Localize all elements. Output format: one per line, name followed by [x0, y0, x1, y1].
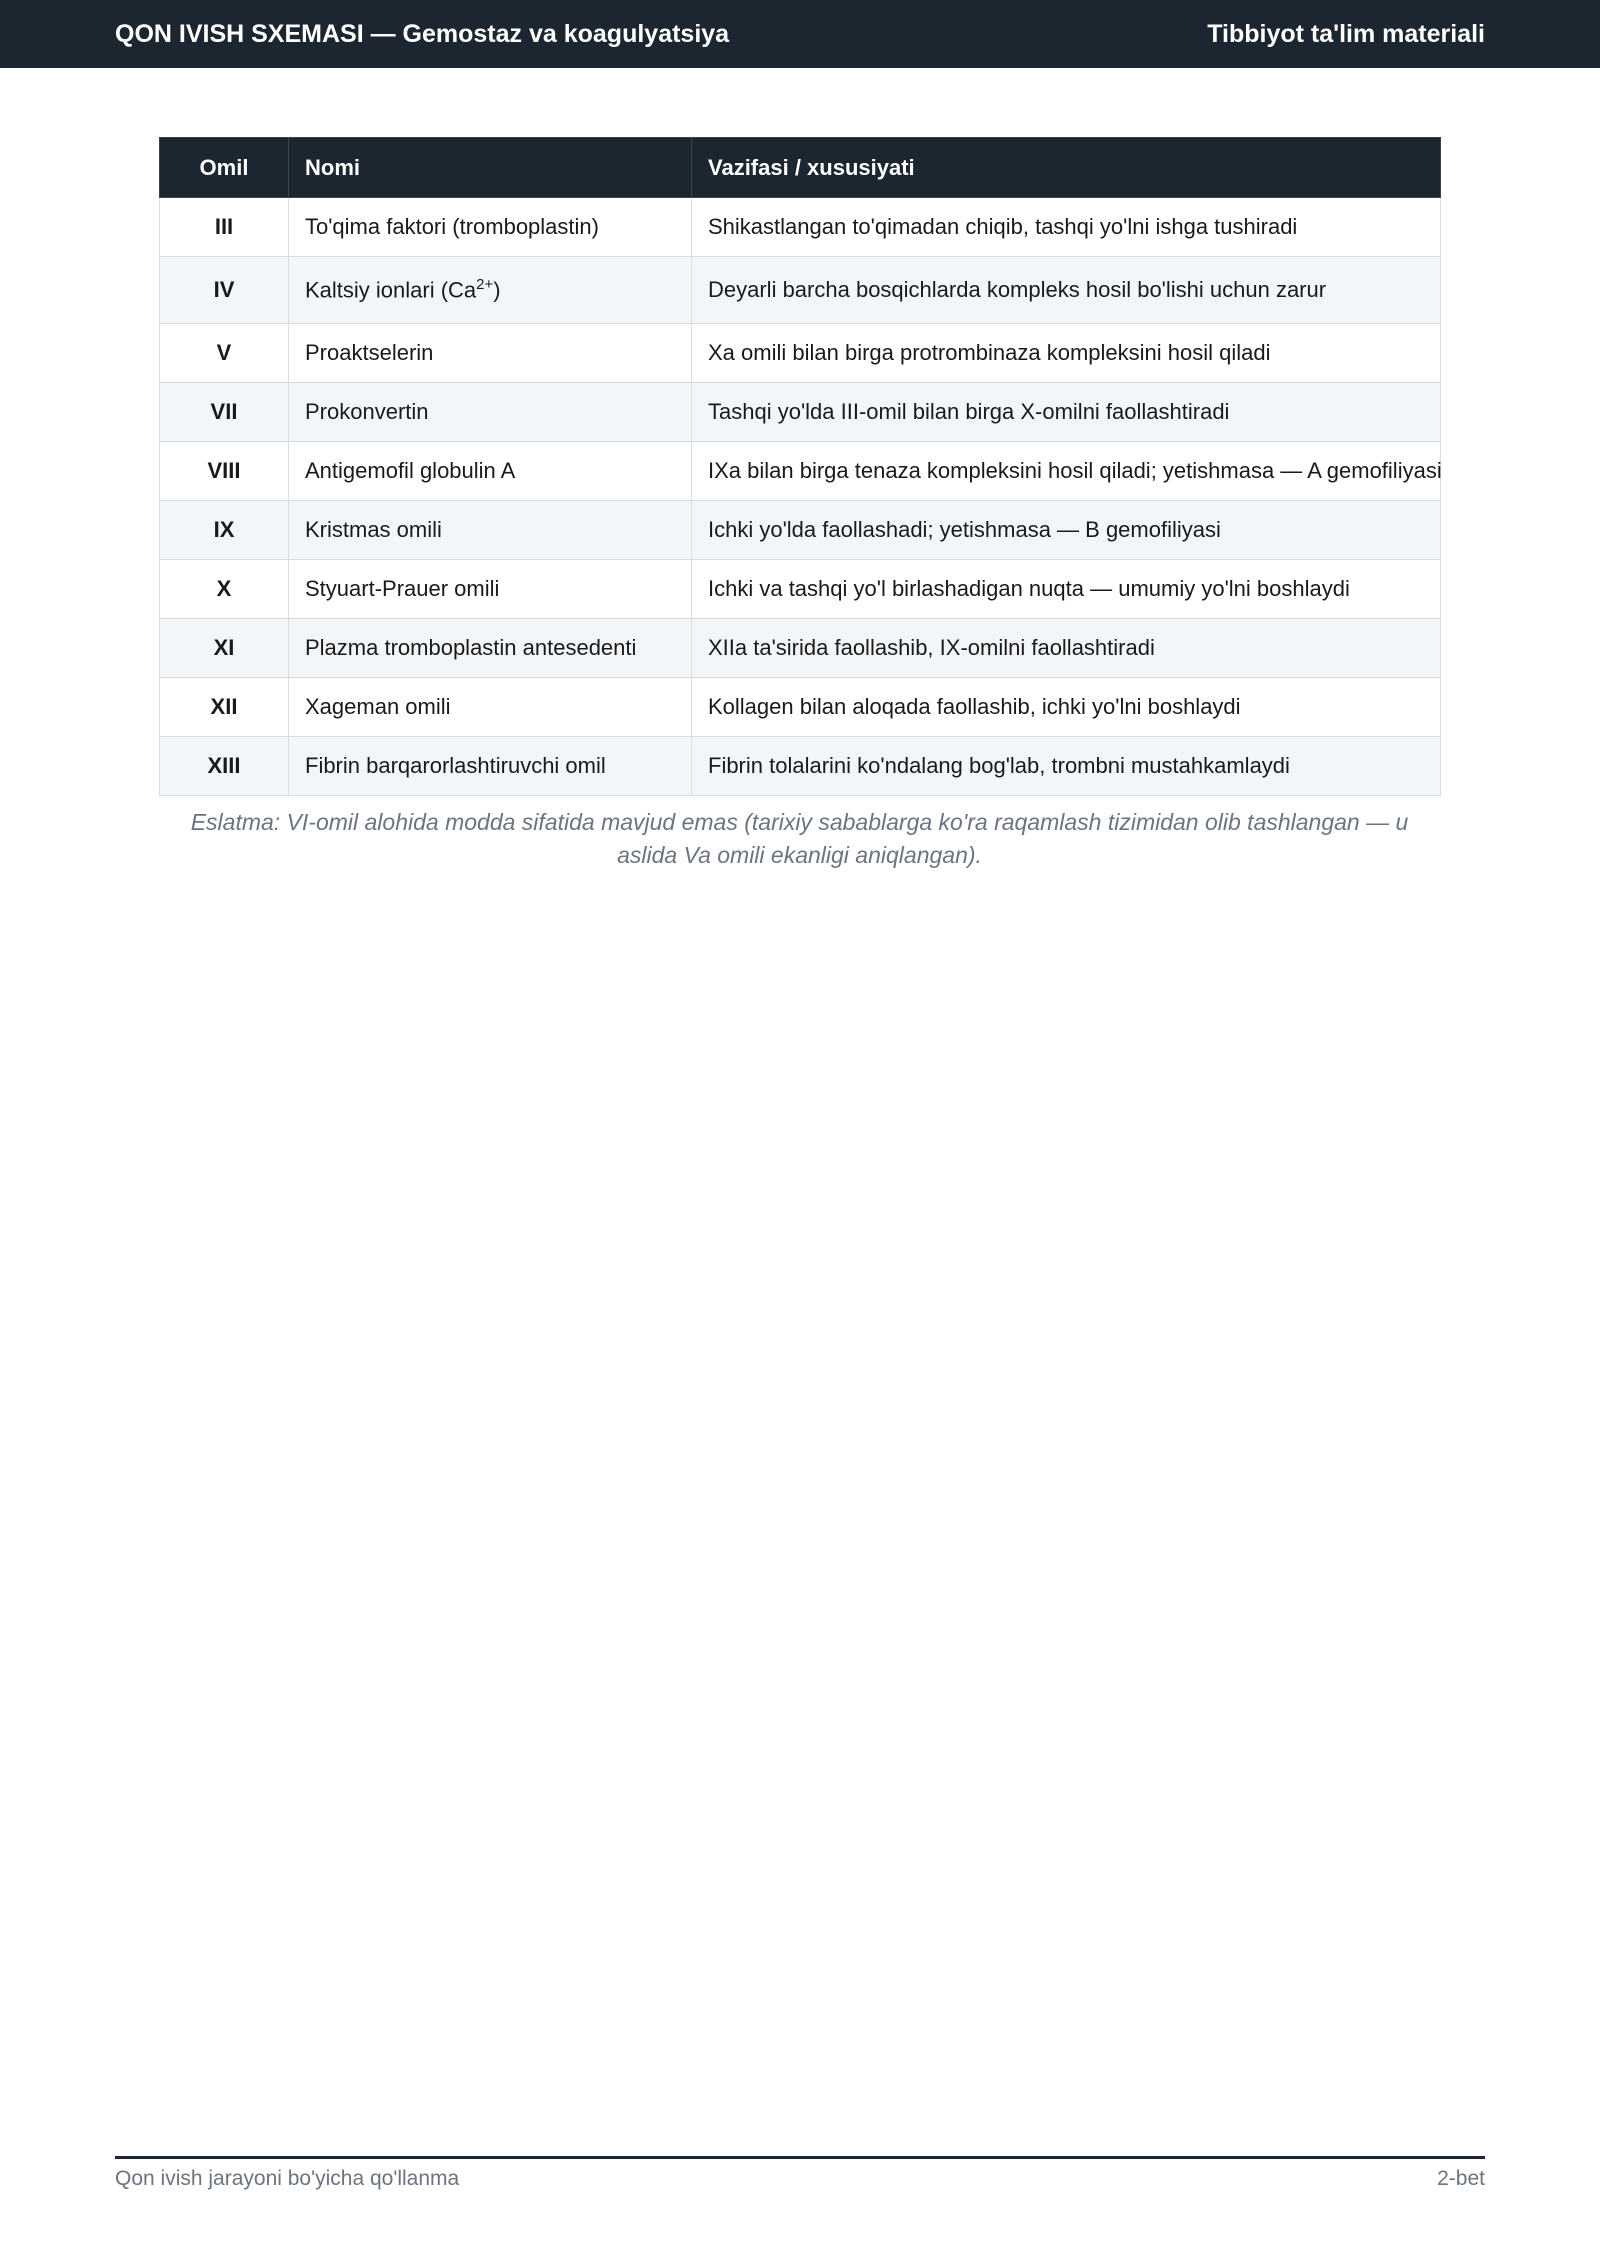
- factor-number: V: [160, 324, 289, 383]
- factor-function: Xa omili bilan birga protrombinaza kompleksini hosil qiladi: [692, 324, 1441, 383]
- factor-number: III: [160, 198, 289, 257]
- column-header-nomi: Nomi: [289, 138, 692, 198]
- factor-name: Fibrin barqarorlashtiruvchi omil: [289, 737, 692, 796]
- factor-function: IXa bilan birga tenaza kompleksini hosil qiladi; yetishmasa — A gemofiliyasi: [692, 442, 1441, 501]
- factor-function: XIIa ta'sirida faollashib, IX-omilni faollashtiradi: [692, 619, 1441, 678]
- table-row: [160, 737, 1441, 796]
- factor-number: VII: [160, 383, 289, 442]
- table-header-row: [160, 138, 1441, 198]
- table-row: [160, 678, 1441, 737]
- table-note: Eslatma: VI-omil alohida modda sifatida mavjud emas (tarixiy sabablarga ko'ra raqamlash tizimidan olib tashlangan — u aslida Va omili ekanligi aniqlangan).: [190, 809, 1409, 868]
- header-subtitle: Tibbiyot ta'lim materiali: [1207, 19, 1485, 48]
- factor-number: VIII: [160, 442, 289, 501]
- column-header-omil: Omil: [160, 138, 289, 198]
- factor-number: IV: [160, 257, 289, 324]
- factor-function: Shikastlangan to'qimadan chiqib, tashqi yo'lni ishga tushiradi: [692, 198, 1441, 257]
- charge-superscript: 2+: [476, 276, 494, 294]
- table-row: [160, 560, 1441, 619]
- factor-function: Kollagen bilan aloqada faollashib, ichki yo'lni boshlaydi: [692, 678, 1441, 737]
- header-title: QON IVISH SXEMASI — Gemostaz va koagulyatsiya: [115, 19, 730, 48]
- factor-function: Fibrin tolalarini ko'ndalang bog'lab, trombni mustahkamlaydi: [692, 737, 1441, 796]
- column-header-vazifa: Vazifasi / xususiyati: [692, 138, 1441, 198]
- footer-divider: [115, 2156, 1485, 2159]
- table-row: [160, 198, 1441, 257]
- page-header: [0, 0, 1600, 68]
- factor-name: Proaktselerin: [289, 324, 692, 383]
- factor-name: Prokonvertin: [289, 383, 692, 442]
- factor-number: XIII: [160, 737, 289, 796]
- factor-name-text: Kaltsiy ionlari (Ca: [305, 277, 477, 303]
- factor-function: Ichki va tashqi yo'l birlashadigan nuqta — umumiy yo'lni boshlaydi: [692, 560, 1441, 619]
- factor-name: Xageman omili: [289, 678, 692, 737]
- factor-name: [289, 257, 692, 324]
- factor-function: Ichki yo'lda faollashadi; yetishmasa — B gemofiliyasi: [692, 501, 1441, 560]
- factor-number: IX: [160, 501, 289, 560]
- footer-title: Qon ivish jarayoni bo'yicha qo'llanma: [115, 2167, 460, 2190]
- factor-name: Kristmas omili: [289, 501, 692, 560]
- factor-function: Deyarli barcha bosqichlarda kompleks hosil bo'lishi uchun zarur: [692, 257, 1441, 324]
- factor-number: X: [160, 560, 289, 619]
- factor-name: Plazma tromboplastin antesedenti: [289, 619, 692, 678]
- table-row: [160, 442, 1441, 501]
- coagulation-factors-table: [159, 137, 1441, 796]
- table-row: [160, 383, 1441, 442]
- table-row: [160, 501, 1441, 560]
- factor-number: XI: [160, 619, 289, 678]
- factor-name: Antigemofil globulin A: [289, 442, 692, 501]
- factor-name: To'qima faktori (tromboplastin): [289, 198, 692, 257]
- table-row: [160, 324, 1441, 383]
- factor-number: XII: [160, 678, 289, 737]
- factor-name: Styuart-Prauer omili: [289, 560, 692, 619]
- factor-name-close: ): [493, 277, 501, 303]
- table-row: [160, 257, 1441, 324]
- factor-function: Tashqi yo'lda III-omil bilan birga X-omilni faollashtiradi: [692, 383, 1441, 442]
- page-number: 2-bet: [1437, 2167, 1485, 2190]
- table-row: [160, 619, 1441, 678]
